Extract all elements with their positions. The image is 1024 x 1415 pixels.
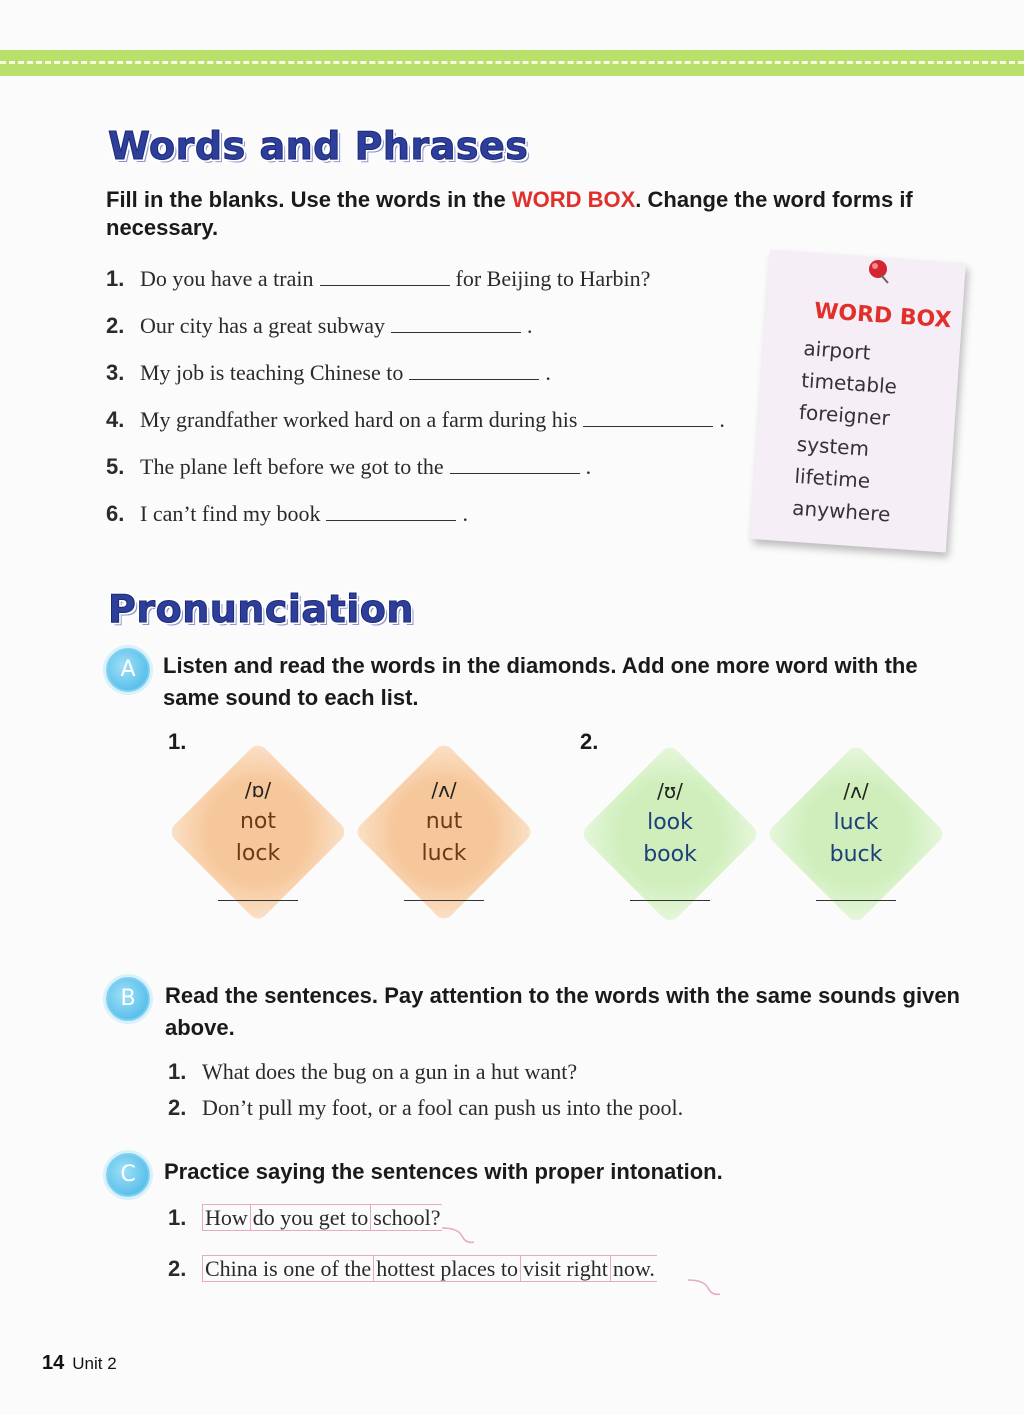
answer-blank[interactable]: [450, 455, 580, 474]
part-c-badge: C: [106, 1153, 150, 1197]
word-box-word: system: [796, 431, 870, 461]
answer-blank[interactable]: [326, 502, 456, 521]
diamond-word: look: [647, 810, 693, 835]
sentence-text: What does the bug on a gun in a hut want?: [202, 1059, 578, 1084]
diamond-word: luck: [421, 841, 467, 866]
word-box-word: foreigner: [798, 399, 891, 431]
intonation-segment: hottest places to: [373, 1255, 521, 1282]
intonation-segment: school?: [373, 1205, 441, 1230]
intonation-segment: do you get to: [250, 1204, 372, 1231]
answer-blank[interactable]: [218, 900, 298, 901]
sentence-text: Don’t pull my foot, or a fool can push us into the pool.: [202, 1095, 684, 1120]
word-box-word: anywhere: [791, 495, 892, 527]
answer-blank[interactable]: [583, 408, 713, 427]
question-number: 3.: [106, 360, 125, 385]
section-title-pronunciation: Pronunciation: [108, 587, 414, 631]
word-box-reference: WORD BOX: [511, 187, 636, 212]
intonation-segment: How: [202, 1204, 250, 1231]
diamond-word: buck: [829, 842, 883, 867]
vocab-question-3: [106, 360, 551, 386]
question-text-end: .: [585, 454, 592, 479]
sentence-number: 1.: [168, 1205, 187, 1230]
intonation-segment: China is one of the: [202, 1255, 373, 1282]
phonetic-symbol: /ɒ/: [244, 778, 272, 802]
instruction-text: Fill in the blanks. Use the words in the: [106, 187, 512, 212]
vocab-instruction: [106, 186, 966, 242]
part-c-sentence-2: [168, 1256, 657, 1282]
intonation-segment: now.: [612, 1256, 655, 1281]
push-pin-icon: [866, 258, 892, 284]
phonetic-symbol: /ʊ/: [657, 779, 683, 803]
question-number: 2.: [106, 313, 125, 338]
diamond-words-3: [600, 775, 740, 871]
question-text-end: .: [545, 360, 551, 385]
answer-blank[interactable]: [816, 900, 896, 901]
intonation-segment: visit right: [521, 1255, 611, 1282]
part-b-sentence-2: [168, 1095, 683, 1121]
vocab-question-2: [106, 313, 532, 339]
phonetic-symbol: /ʌ/: [431, 778, 457, 802]
question-text: Our city has a great subway: [140, 313, 385, 338]
question-text: I can’t find my book: [140, 501, 321, 526]
group-1-label: 1.: [168, 729, 187, 754]
question-number: 6.: [106, 501, 125, 526]
question-number: 5.: [106, 454, 125, 479]
falling-intonation-icon: [440, 1224, 476, 1246]
answer-blank[interactable]: [630, 900, 710, 901]
section-title-words-phrases: Words and Phrases: [108, 124, 529, 168]
part-b-instruction: Read the sentences. Pay attention to the words with the same sounds given above.: [165, 983, 960, 1040]
diamond-word: not: [239, 809, 277, 834]
page-number: 14: [42, 1352, 65, 1374]
question-text: My job is teaching Chinese to: [140, 360, 404, 385]
vocab-question-4: [106, 407, 725, 433]
word-box-title: WORD BOX: [813, 298, 953, 334]
answer-blank[interactable]: [320, 267, 450, 286]
question-text: Do you have a train: [140, 266, 314, 291]
vocab-question-5: [106, 454, 591, 480]
question-text-end: for Beijing to Harbin?: [455, 266, 651, 291]
word-box-word: timetable: [800, 368, 898, 399]
part-c-sentence-1: [168, 1205, 442, 1231]
vocab-question-1: [106, 266, 650, 292]
falling-intonation-icon: [686, 1276, 722, 1298]
diamond-words-2: [374, 774, 514, 870]
part-b-sentence-1: [168, 1059, 577, 1085]
question-text-end: .: [462, 501, 468, 526]
page-footer: [42, 1352, 117, 1375]
part-a-instruction: Listen and read the words in the diamonds. Add one more word with the same sound to each list.: [163, 653, 918, 710]
phonetic-symbol: /ʌ/: [843, 779, 869, 803]
question-text: The plane left before we got to the: [140, 454, 444, 479]
part-a-badge: A: [106, 648, 150, 692]
word-box-word: airport: [802, 336, 872, 365]
part-c-instruction: Practice saying the sentences with proper intonation.: [164, 1159, 723, 1184]
diamond-words-4: [786, 775, 926, 871]
diamond-word: nut: [425, 809, 463, 834]
group-2-label: 2.: [580, 729, 599, 754]
diamond-word: lock: [235, 841, 281, 866]
diamond-words-1: [188, 774, 328, 870]
sentence-number: 2.: [168, 1095, 187, 1120]
answer-blank[interactable]: [404, 900, 484, 901]
word-box-note: [750, 250, 966, 553]
diamond-word: luck: [833, 810, 879, 835]
question-text-end: .: [719, 407, 725, 432]
answer-blank[interactable]: [409, 361, 539, 380]
question-number: 1.: [106, 266, 125, 291]
answer-blank[interactable]: [391, 314, 521, 333]
diamond-word: book: [643, 842, 697, 867]
top-decorative-band: [0, 50, 1024, 76]
sentence-number: 2.: [168, 1256, 187, 1281]
part-b-badge: B: [106, 977, 150, 1021]
question-text: My grandfather worked hard on a farm during his: [140, 407, 578, 432]
instruction-text-end: . Change the word forms if necessary.: [106, 187, 913, 240]
word-box-word: lifetime: [793, 463, 871, 494]
question-number: 4.: [106, 407, 125, 432]
question-text-end: .: [526, 313, 533, 338]
sentence-number: 1.: [168, 1059, 187, 1084]
vocab-question-6: [106, 501, 468, 527]
unit-label: Unit 2: [72, 1354, 117, 1373]
